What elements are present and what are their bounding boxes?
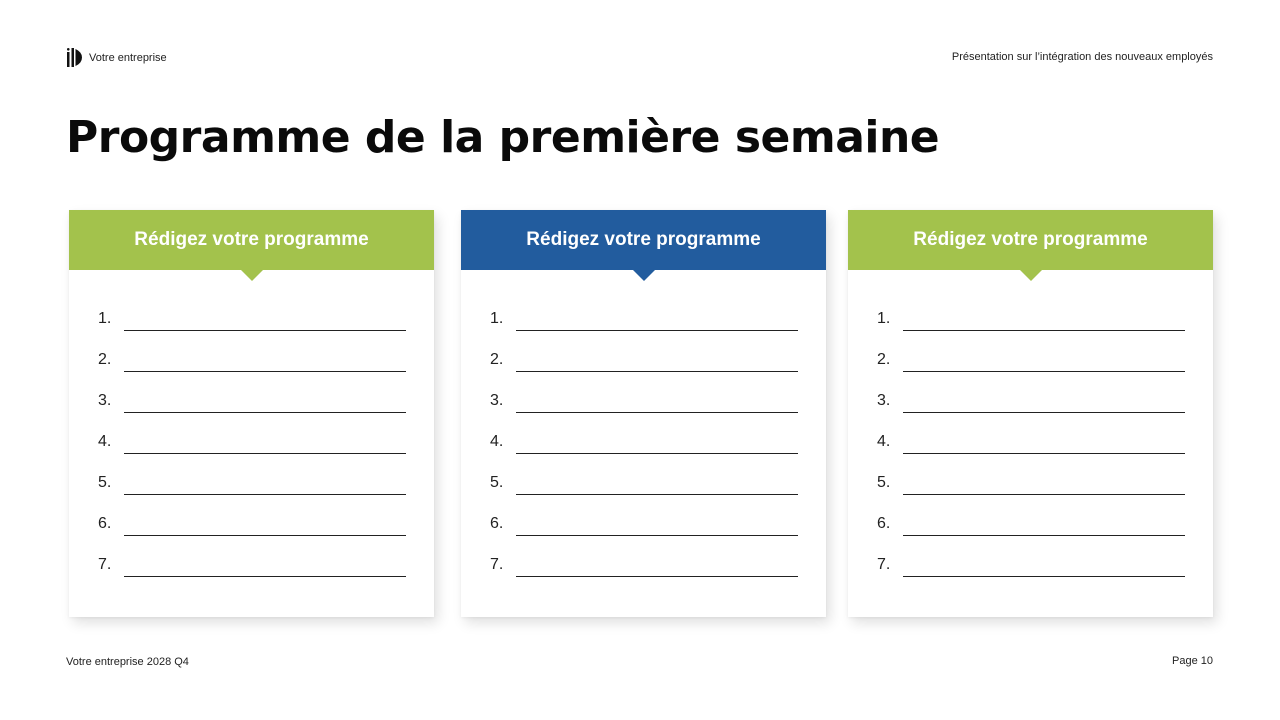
list-item — [69, 556, 434, 597]
blank-line — [903, 494, 1185, 495]
blank-line — [903, 330, 1185, 331]
item-number: 2. — [877, 351, 891, 368]
list-item — [461, 474, 826, 515]
list-item — [69, 515, 434, 556]
item-number: 7. — [490, 556, 504, 573]
item-number: 1. — [98, 310, 112, 327]
card-heading: Rédigez votre programme — [134, 229, 369, 250]
list-item — [69, 392, 434, 433]
list-item — [848, 515, 1213, 556]
schedule-list — [69, 270, 434, 597]
item-number: 5. — [98, 474, 112, 491]
list-item — [69, 433, 434, 474]
item-number: 3. — [877, 392, 891, 409]
list-item — [461, 433, 826, 474]
schedule-list — [461, 270, 826, 597]
page-title: Programme de la première semaine — [66, 112, 940, 163]
card-header — [848, 210, 1213, 270]
schedule-list — [848, 270, 1213, 597]
blank-line — [516, 453, 798, 454]
card-header — [461, 210, 826, 270]
list-item — [848, 556, 1213, 597]
list-item — [848, 392, 1213, 433]
item-number: 3. — [98, 392, 112, 409]
blank-line — [516, 576, 798, 577]
list-item — [69, 351, 434, 392]
list-item — [461, 351, 826, 392]
list-item — [461, 556, 826, 597]
list-item — [69, 474, 434, 515]
brand — [67, 48, 167, 67]
item-number: 7. — [877, 556, 891, 573]
list-item — [848, 433, 1213, 474]
schedule-card-2 — [461, 210, 826, 617]
item-number: 4. — [98, 433, 112, 450]
item-number: 6. — [490, 515, 504, 532]
item-number: 5. — [490, 474, 504, 491]
blank-line — [124, 371, 406, 372]
blank-line — [903, 576, 1185, 577]
list-item — [848, 310, 1213, 351]
list-item — [461, 392, 826, 433]
blank-line — [124, 494, 406, 495]
item-number: 7. — [98, 556, 112, 573]
blank-line — [516, 371, 798, 372]
blank-line — [124, 453, 406, 454]
item-number: 5. — [877, 474, 891, 491]
list-item — [848, 351, 1213, 392]
card-heading: Rédigez votre programme — [913, 229, 1148, 250]
blank-line — [516, 330, 798, 331]
blank-line — [124, 330, 406, 331]
item-number: 6. — [877, 515, 891, 532]
list-item — [461, 310, 826, 351]
item-number: 3. — [490, 392, 504, 409]
card-header — [69, 210, 434, 270]
list-item — [848, 474, 1213, 515]
blank-line — [124, 412, 406, 413]
item-number: 1. — [877, 310, 891, 327]
card-heading: Rédigez votre programme — [526, 229, 761, 250]
item-number: 1. — [490, 310, 504, 327]
page-number: Page 10 — [1172, 655, 1213, 667]
blank-line — [903, 453, 1185, 454]
item-number: 2. — [490, 351, 504, 368]
schedule-card-3 — [848, 210, 1213, 617]
blank-line — [903, 535, 1185, 536]
company-logo-icon — [67, 48, 82, 67]
blank-line — [516, 535, 798, 536]
item-number: 2. — [98, 351, 112, 368]
blank-line — [124, 576, 406, 577]
blank-line — [903, 412, 1185, 413]
blank-line — [516, 494, 798, 495]
list-item — [69, 310, 434, 351]
item-number: 6. — [98, 515, 112, 532]
company-name: Votre entreprise — [89, 51, 167, 64]
footer-company: Votre entreprise 2028 Q4 — [66, 656, 189, 668]
list-item — [461, 515, 826, 556]
item-number: 4. — [490, 433, 504, 450]
blank-line — [903, 371, 1185, 372]
blank-line — [124, 535, 406, 536]
item-number: 4. — [877, 433, 891, 450]
blank-line — [516, 412, 798, 413]
presentation-title: Présentation sur l’intégration des nouveaux employés — [951, 51, 1213, 63]
schedule-card-1 — [69, 210, 434, 617]
